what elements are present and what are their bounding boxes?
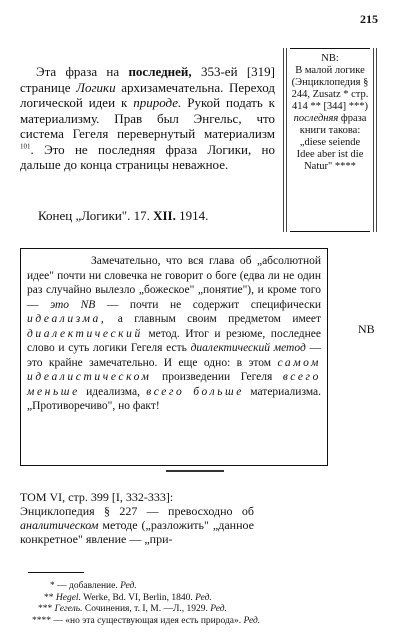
footnote-2	[28, 593, 328, 605]
text-run: фраза книги такова: „diese seiende Idee aber ist die Natur" ****	[296, 113, 367, 172]
volume-heading: ТОМ VI, стр. 399 [I, 332-333]:	[20, 490, 174, 504]
text-run: Сочинения, т. I, М. —Л., 1929.	[82, 604, 211, 614]
volume-text	[20, 504, 254, 546]
text-run: метод. Итог и резюме, последнее слово и суть логики Гегеля есть	[27, 327, 321, 354]
text-run: идеализма,	[79, 385, 147, 398]
text-run: Энциклопедия § 227 — превосходно об	[20, 504, 254, 518]
text-run: Эта фраза на	[36, 64, 129, 79]
italic-text: аналитическом	[20, 518, 99, 532]
text-run: произведении Гегеля	[151, 371, 283, 383]
italic-text: Hegel.	[55, 592, 81, 603]
text-run: В малой логике (Энциклопедия § 244, Zusatz * стр. 414 ** [344] ***)	[291, 65, 369, 112]
text-run: . Это не последняя фраза Логики, но дальше до конца страницы неважное.	[20, 141, 275, 172]
text-run: * — добавление.	[50, 581, 121, 591]
text-run: **	[44, 592, 56, 603]
italic-text: Ред.	[243, 615, 261, 626]
volume-reference	[20, 490, 254, 546]
footnotes	[28, 581, 328, 627]
text-run: материализма. „Противоречиво", но факт!	[27, 385, 321, 412]
spaced-italic-text: всего больше	[146, 385, 245, 398]
margin-note	[283, 48, 377, 232]
bold-text: последней,	[128, 64, 192, 79]
text-run: а главным своим предметом имеет	[106, 313, 321, 325]
italic-text: последняя	[293, 113, 339, 124]
text-run: Рукой подать к материализму. Прав был Энгельс, что система Гегеля перевернутый материализм	[20, 95, 275, 141]
bold-text: XII.	[153, 208, 176, 223]
text-run: — это крайне замечательно. И еще одно: в этом	[27, 342, 322, 369]
text-run: Замечательно, что вся глава об „абсолютной идее" почти ни словечка не говорит о боге (едва ли не один раз случайно вылезло „божеское" „понятие"), и кроме того —	[27, 255, 321, 311]
text-run: архизамечательна. Переход логической идеи к	[20, 79, 275, 110]
text-run: Конец „Логики". 17.	[38, 208, 154, 223]
spaced-italic-text: диалектический	[27, 327, 143, 340]
text-run: Werke, Bd. VI, Berlin, 1840.	[80, 592, 196, 603]
end-of-logic-line	[38, 208, 208, 224]
page-number: 215	[360, 12, 378, 26]
italic-text: Логики	[76, 79, 116, 95]
footnote-4	[28, 616, 328, 628]
note-reference: 101	[20, 142, 31, 151]
italic-text: Ред.	[120, 581, 137, 591]
text-run: 1914.	[175, 208, 209, 223]
spaced-italic-text: идеализма,	[27, 313, 107, 325]
footnote-rule	[28, 572, 84, 573]
footnote-3	[28, 604, 328, 616]
boxed-note	[20, 248, 328, 466]
section-divider	[166, 470, 224, 472]
italic-text: это NB	[50, 298, 96, 311]
italic-text: диалектический метод	[190, 342, 306, 354]
text-run: 353-ей [319] странице	[20, 64, 275, 95]
text-run: ***	[38, 604, 55, 614]
spaced-italic-text: самом идеалистическом	[27, 356, 321, 383]
footnote-1	[28, 581, 328, 593]
text-run: **** — «но эта существующая идея есть природа».	[32, 615, 244, 626]
spaced-italic-text: всего меньше	[27, 371, 321, 398]
italic-text: Гегель.	[54, 604, 83, 614]
italic-text: Ред.	[210, 604, 227, 614]
nb-margin-mark: NB	[358, 322, 375, 336]
main-paragraph	[20, 64, 275, 173]
italic-text: Ред.	[195, 592, 212, 603]
text-run: — почти не содержит специфически	[95, 298, 322, 311]
nb-label: NB:	[321, 53, 339, 64]
text-run: методе („разложить" „данное конкретное" явление — „при-	[20, 518, 254, 546]
margin-note-content	[290, 48, 370, 232]
italic-text: природе.	[133, 95, 182, 110]
